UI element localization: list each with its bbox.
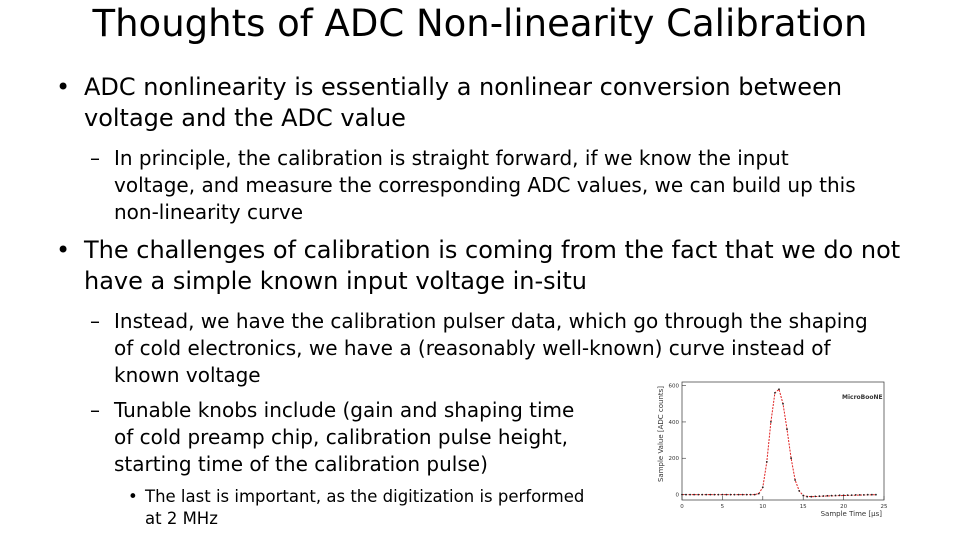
data-point bbox=[798, 490, 800, 492]
data-point bbox=[814, 496, 816, 498]
data-point bbox=[835, 495, 837, 497]
bullet-adc-nonlinearity bbox=[56, 72, 842, 134]
y-tick-label: 0 bbox=[675, 492, 679, 499]
data-point bbox=[819, 495, 821, 497]
dash-marker: – bbox=[90, 146, 100, 170]
subbullet-text-line: of cold preamp chip, calibration pulse height, bbox=[114, 425, 569, 449]
subbullet-text-line: of cold electronics, we have a (reasonably well-known) curve instead of bbox=[114, 336, 831, 360]
subbullet-text-line: Instead, we have the calibration pulser data, which go through the shaping bbox=[114, 309, 868, 333]
data-point bbox=[705, 494, 707, 496]
x-tick-label: 10 bbox=[759, 504, 767, 510]
subbullet-principle bbox=[90, 145, 856, 226]
y-tick-label: 200 bbox=[668, 456, 679, 463]
data-point bbox=[758, 493, 760, 495]
data-point bbox=[875, 494, 877, 496]
subbullet-text-line: In principle, the calibration is straight forward, if we know the input bbox=[114, 146, 789, 170]
data-point bbox=[701, 494, 703, 496]
data-point bbox=[762, 486, 764, 488]
x-tick-label: 25 bbox=[880, 504, 888, 510]
data-point bbox=[794, 479, 796, 481]
legend-label: MicroBooNE bbox=[842, 394, 883, 401]
data-point bbox=[697, 494, 699, 496]
bullet-text-line: have a simple known input voltage in-situ bbox=[84, 267, 587, 295]
bullet-marker: • bbox=[56, 236, 71, 264]
y-tick-label: 400 bbox=[668, 419, 679, 426]
data-point bbox=[802, 495, 804, 497]
data-point bbox=[823, 495, 825, 497]
x-tick-label: 0 bbox=[680, 504, 684, 510]
subbullet-tunable-knobs bbox=[90, 397, 574, 478]
data-point bbox=[718, 494, 720, 496]
data-point bbox=[839, 494, 841, 496]
data-point bbox=[810, 496, 812, 498]
x-tick-label: 15 bbox=[799, 504, 807, 510]
data-point bbox=[855, 494, 857, 496]
x-tick-label: 20 bbox=[840, 504, 848, 510]
data-point bbox=[750, 494, 752, 496]
data-point bbox=[734, 494, 736, 496]
data-point bbox=[843, 494, 845, 496]
data-point bbox=[786, 428, 788, 430]
data-point bbox=[790, 457, 792, 459]
data-point bbox=[827, 495, 829, 497]
bullet-text-line: ADC nonlinearity is essentially a nonlinear conversion between bbox=[84, 73, 843, 101]
bullet-calibration-challenges bbox=[56, 235, 900, 297]
data-point bbox=[863, 494, 865, 496]
bullet-marker: • bbox=[128, 487, 138, 506]
data-point bbox=[685, 494, 687, 496]
data-point bbox=[766, 461, 768, 463]
y-tick-label: 600 bbox=[668, 383, 679, 390]
subsubbullet-text-line: at 2 MHz bbox=[145, 509, 218, 528]
data-point bbox=[726, 494, 728, 496]
data-point bbox=[847, 494, 849, 496]
data-point bbox=[689, 494, 691, 496]
subbullet-text-line: voltage, and measure the corresponding ADC values, we can build up this bbox=[114, 173, 856, 197]
data-point bbox=[851, 494, 853, 496]
data-point bbox=[871, 494, 873, 496]
subbullet-text-line: known voltage bbox=[114, 363, 261, 387]
data-point bbox=[831, 495, 833, 497]
data-point bbox=[730, 494, 732, 496]
data-point bbox=[681, 494, 683, 496]
slide-title: Thoughts of ADC Non-linearity Calibration bbox=[92, 2, 868, 45]
data-point bbox=[746, 494, 748, 496]
data-point bbox=[859, 494, 861, 496]
data-point bbox=[778, 388, 780, 390]
data-point bbox=[774, 392, 776, 394]
data-point bbox=[709, 494, 711, 496]
x-tick-label: 5 bbox=[720, 504, 725, 510]
data-point bbox=[742, 494, 744, 496]
x-axis-label: Sample Time [μs] bbox=[820, 510, 882, 518]
data-point bbox=[693, 494, 695, 496]
adc-pulse-plot bbox=[652, 372, 910, 522]
y-axis-label: Sample Value [ADC counts] bbox=[657, 385, 665, 483]
dash-marker: – bbox=[90, 309, 100, 333]
data-point bbox=[738, 494, 740, 496]
data-point bbox=[867, 494, 869, 496]
subsubbullet-digitization bbox=[128, 486, 584, 530]
data-point bbox=[770, 421, 772, 423]
data-point bbox=[722, 494, 724, 496]
subbullet-text-line: non-linearity curve bbox=[114, 200, 304, 224]
subbullet-text-line: Tunable knobs include (gain and shaping time bbox=[114, 398, 575, 422]
data-point bbox=[713, 494, 715, 496]
data-point bbox=[782, 403, 784, 405]
subsubbullet-text-line: The last is important, as the digitization is performed bbox=[145, 487, 585, 506]
data-point bbox=[754, 494, 756, 496]
dash-marker: – bbox=[90, 398, 100, 422]
bullet-marker: • bbox=[56, 73, 71, 101]
bullet-text-line: voltage and the ADC value bbox=[84, 104, 406, 132]
subbullet-text-line: starting time of the calibration pulse) bbox=[114, 452, 488, 476]
bullet-text-line: The challenges of calibration is coming from the fact that we do not bbox=[84, 236, 901, 264]
data-point bbox=[806, 496, 808, 498]
